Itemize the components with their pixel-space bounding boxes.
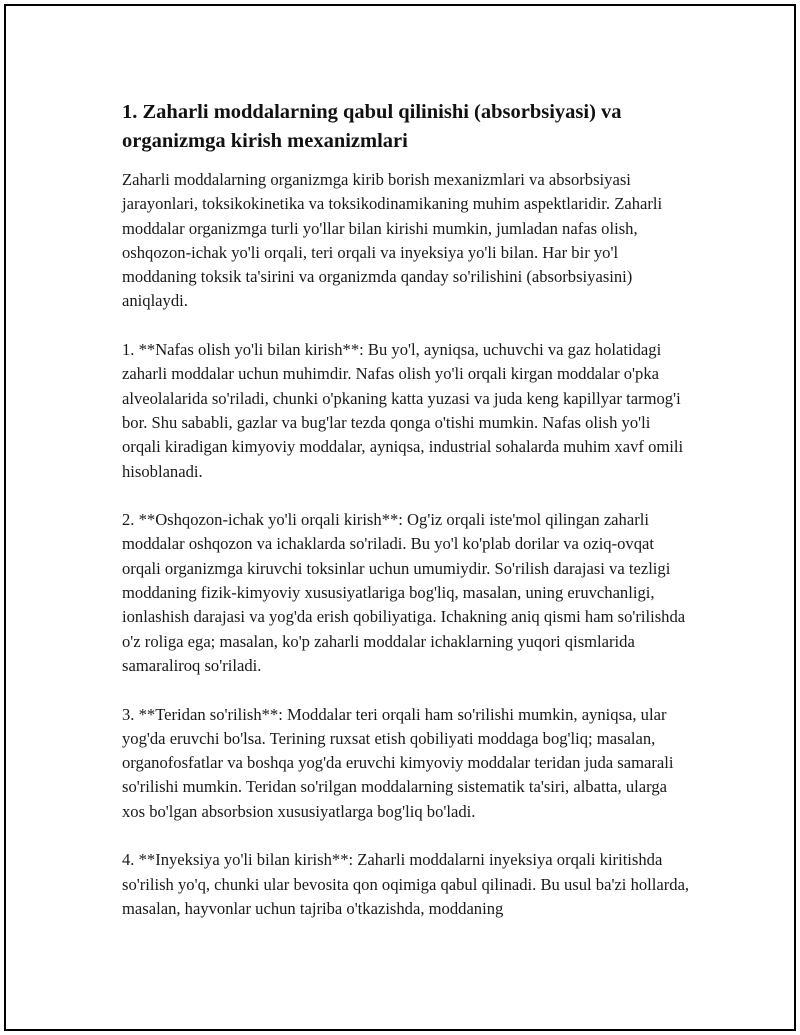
paragraph-inhalation: 1. **Nafas olish yo'li bilan kirish**: Bu yo'l, ayniqsa, uchuvchi va gaz holatidagi zaharli moddalar uchun muhimdir. Nafas olish yo'li orqali kirgan moddalar o'pka alveolalarida so'riladi, chunki o'pkaning katta yuzasi va juda keng kapillyar tarmog'i bor. Shu sababli, gazlar va bug'lar tezda qonga o'tishi mumkin. Nafas olish yo'li orqali kiradigan kimyoviy moddalar, ayniqsa, industrial sohalarda muhim xavf omili hisoblanadi.	[122, 340, 684, 481]
page-frame	[4, 4, 796, 1031]
paragraph-dermal: 3. **Teridan so'rilish**: Moddalar teri orqali ham so'rilishi mumkin, ayniqsa, ular yog'da eruvchi bo'lsa. Terining ruxsat etish qobiliyati moddaga bog'liq; masalan, organofosfatlar va boshqa yog'da eruvchi kimyoviy moddalar teridan juda samarali so'rilishi mumkin. Teridan so'rilgan moddalarning sistematik ta'siri, albatta, ularga xos bo'lgan absorbsion xususiyatlarga bog'liq bo'ladi.	[122, 704, 674, 821]
paragraph-injection: 4. **Inyeksiya yo'li bilan kirish**: Zaharli moddalarni inyeksiya orqali kiritishda so'rilish yo'q, chunki ular bevosita qon oqimiga qabul qilinadi. Bu usul ba'zi hollarda, masalan, hayvonlar uchun tajriba o'tkazishda, moddaning	[122, 850, 690, 918]
paragraph-gastrointestinal: 2. **Oshqozon-ichak yo'li orqali kirish**: Og'iz orqali iste'mol qilingan zaharli moddalar oshqozon va ichaklarda so'riladi. Bu yo'l ko'plab dorilar va oziq-ovqat orqali organizmga kiruvchi toksinlar uchun umumiydir. So'rilish darajasi va tezligi moddaning fizik-kimyoviy xususiyatlariga bog'liq, masalan, uning eruvchanligi, ionlashish darajasi va yog'da erish qobiliyatiga. Ichakning aniq qismi ham so'rilishda o'z roliga ega; masalan, ko'p zaharli moddalar ichaklarning yuqori qismlarida samaraliroq so'riladi.	[122, 510, 686, 675]
document-body	[122, 98, 692, 946]
document-title: 1. Zaharli moddalarning qabul qilinishi (absorbsiyasi) va organizmga kirish mexanizmlari	[122, 101, 622, 152]
intro-paragraph: Zaharli moddalarning organizmga kirib borish mexanizmlari va absorbsiyasi jarayonlari, toksikokinetika va toksikodinamikaning muhim aspektlaridir. Zaharli moddalar organizmga turli yo'llar bilan kirishi mumkin, jumladan nafas olish, oshqozon-ichak yo'li orqali, teri orqali va inyeksiya yo'li bilan. Har bir yo'l moddaning toksik ta'sirini va organizmda qanday so'rilishini (absorbsiyasini) aniqlaydi.	[122, 170, 663, 311]
